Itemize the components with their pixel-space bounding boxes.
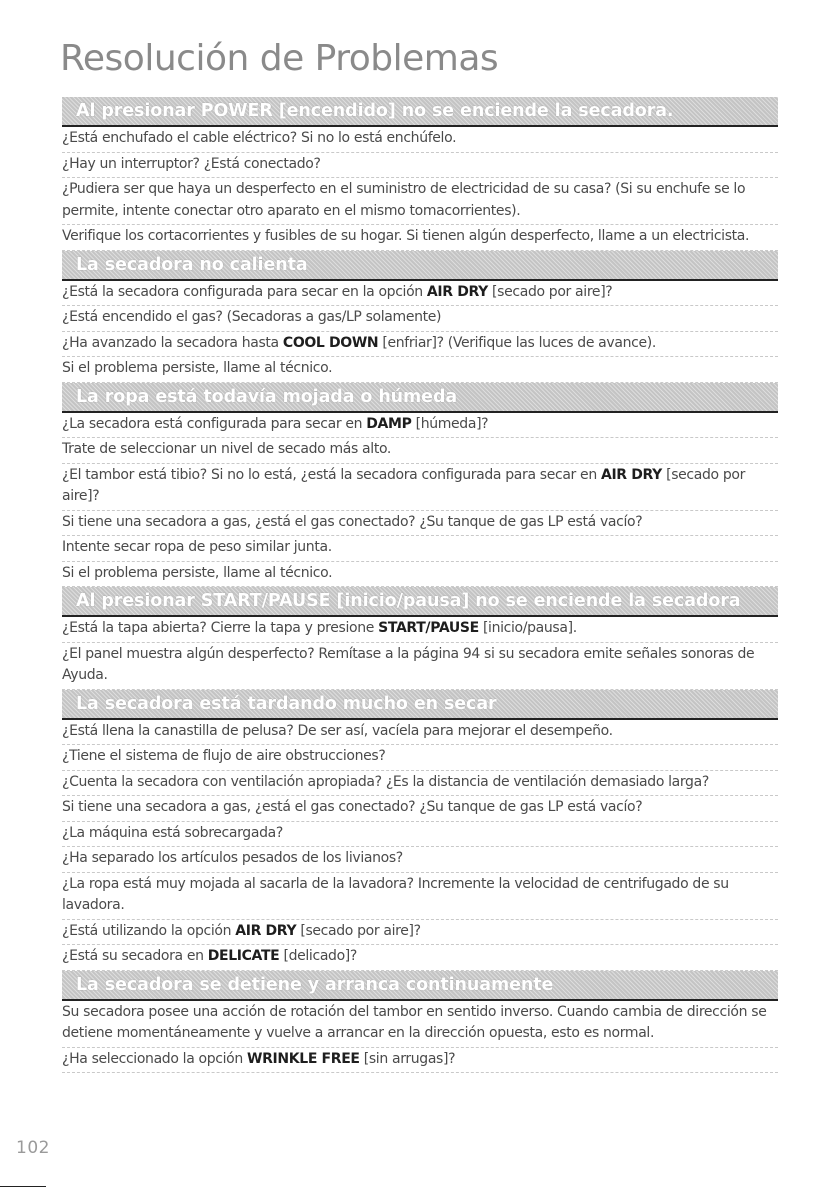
item-text: ¿El panel muestra algún desperfecto? Remítase a la página 94 si su secadora emite señales sonoras de Ayuda.	[62, 645, 755, 683]
item-text: [secado por aire]?	[296, 922, 421, 939]
troubleshooting-item	[62, 438, 778, 464]
troubleshooting-item	[62, 617, 778, 643]
item-text: ¿La secadora está configurada para secar en	[62, 415, 367, 432]
troubleshooting-item	[62, 562, 778, 588]
item-text: [enfriar]? (Verifique las luces de avance).	[378, 334, 656, 351]
troubleshooting-item	[62, 720, 778, 746]
item-text: Si tiene una secadora a gas, ¿está el gas conectado? ¿Su tanque de gas LP está vacío?	[62, 799, 643, 815]
troubleshooting-item	[62, 796, 778, 822]
troubleshooting-item	[62, 306, 778, 332]
setting-name: DELICATE	[207, 948, 280, 964]
troubleshooting-item	[62, 357, 778, 383]
troubleshooting-section	[62, 587, 778, 690]
item-text: ¿El tambor está tibio? Si no lo está, ¿está la secadora configurada para secar en	[62, 466, 601, 483]
troubleshooting-item	[62, 920, 778, 946]
setting-name: WRINKLE FREE	[247, 1050, 360, 1067]
item-text: ¿La máquina está sobrecargada?	[62, 824, 283, 841]
item-text: ¿La ropa está muy mojada al sacarla de la lavadora? Incremente la velocidad de centrifugado de su lavadora.	[62, 875, 729, 913]
setting-name: AIR DRY	[235, 922, 297, 939]
item-text: Intente secar ropa de peso similar junta.	[62, 539, 332, 555]
page-number: 102	[16, 1138, 50, 1158]
bottom-rule	[0, 1186, 46, 1187]
item-text: [secado por aire]?	[62, 466, 745, 504]
section-header: La secadora no calienta	[62, 251, 778, 281]
troubleshooting-item	[62, 127, 778, 153]
troubleshooting-item	[62, 464, 778, 511]
troubleshooting-section	[62, 971, 778, 1074]
setting-name: AIR DRY	[600, 466, 662, 483]
troubleshooting-item	[62, 178, 778, 225]
troubleshooting-section	[62, 97, 778, 251]
troubleshooting-item	[62, 847, 778, 873]
item-text: ¿Está enchufado el cable eléctrico? Si no lo está enchúfelo.	[62, 130, 457, 146]
setting-name: START/PAUSE	[378, 620, 479, 636]
page-title: Resolución de Problemas	[60, 38, 499, 79]
troubleshooting-item	[62, 1048, 778, 1074]
setting-name: DAMP	[366, 415, 412, 432]
item-text: ¿Está su secadora en	[62, 948, 208, 964]
section-header: La secadora se detiene y arranca continuamente	[62, 971, 778, 1001]
item-text: ¿Tiene el sistema de flujo de aire obstrucciones?	[62, 748, 386, 764]
troubleshooting-sections	[62, 97, 778, 1073]
section-header: Al presionar START/PAUSE [inicio/pausa] no se enciende la secadora	[62, 587, 778, 617]
item-text: [secado por aire]?	[487, 283, 613, 300]
troubleshooting-item	[62, 745, 778, 771]
troubleshooting-section	[62, 383, 778, 588]
troubleshooting-item	[62, 511, 778, 537]
item-text: ¿Está encendido el gas? (Secadoras a gas/LP solamente)	[62, 309, 442, 325]
troubleshooting-item	[62, 413, 778, 439]
section-header: La secadora está tardando mucho en secar	[62, 690, 778, 720]
section-header: Al presionar POWER [encendido] no se enciende la secadora.	[62, 97, 778, 127]
setting-name: COOL DOWN	[282, 334, 379, 351]
troubleshooting-item	[62, 536, 778, 562]
troubleshooting-item	[62, 771, 778, 797]
troubleshooting-item	[62, 643, 778, 690]
troubleshooting-item	[62, 945, 778, 971]
item-text: [húmeda]?	[411, 415, 489, 432]
troubleshooting-section	[62, 251, 778, 383]
item-text: ¿Está la tapa abierta? Cierre la tapa y presione	[62, 620, 379, 636]
item-text: ¿Está llena la canastilla de pelusa? De ser así, vacíela para mejorar el desempeño.	[62, 722, 613, 739]
item-text: ¿Está la secadora configurada para secar en la opción	[62, 283, 427, 300]
item-text: ¿Pudiera ser que haya un desperfecto en el suministro de electricidad de su casa? (Si su enchufe se lo permite, intente conectar otro aparato en el mismo tomacorrientes).	[62, 181, 746, 219]
item-text: Si el problema persiste, llame al técnico.	[62, 564, 333, 581]
setting-name: AIR DRY	[426, 283, 488, 300]
troubleshooting-item	[62, 225, 778, 251]
troubleshooting-item	[62, 1001, 778, 1048]
item-text: Su secadora posee una acción de rotación del tambor en sentido inverso. Cuando cambia de dirección se detiene momentáneamente y vuelve a arrancar en la dirección opuesta, esto es normal.	[62, 1003, 767, 1041]
item-text: ¿Ha separado los artículos pesados de los livianos?	[62, 850, 403, 866]
troubleshooting-item	[62, 822, 778, 848]
troubleshooting-section	[62, 690, 778, 971]
item-text: ¿Ha avanzado la secadora hasta	[62, 334, 283, 351]
item-text: Verifique los cortacorrientes y fusibles de su hogar. Si tienen algún desperfecto, llame a un electricista.	[62, 228, 750, 244]
item-text: [delicado]?	[279, 948, 357, 964]
troubleshooting-item	[62, 153, 778, 179]
troubleshooting-item	[62, 873, 778, 920]
item-text: Si tiene una secadora a gas, ¿está el gas conectado? ¿Su tanque de gas LP está vacío?	[62, 513, 643, 530]
item-text: [sin arrugas]?	[359, 1050, 456, 1067]
troubleshooting-item	[62, 281, 778, 307]
item-text: Si el problema persiste, llame al técnico.	[62, 360, 333, 376]
section-header: La ropa está todavía mojada o húmeda	[62, 383, 778, 413]
item-text: ¿Ha seleccionado la opción	[62, 1050, 247, 1067]
item-text: Trate de seleccionar un nivel de secado más alto.	[62, 441, 392, 457]
item-text: ¿Cuenta la secadora con ventilación apropiada? ¿Es la distancia de ventilación demasiado larga?	[62, 773, 709, 790]
item-text: ¿Hay un interruptor? ¿Está conectado?	[62, 155, 321, 172]
troubleshooting-item	[62, 332, 778, 358]
item-text: ¿Está utilizando la opción	[62, 922, 236, 939]
item-text: [inicio/pausa].	[478, 620, 577, 636]
